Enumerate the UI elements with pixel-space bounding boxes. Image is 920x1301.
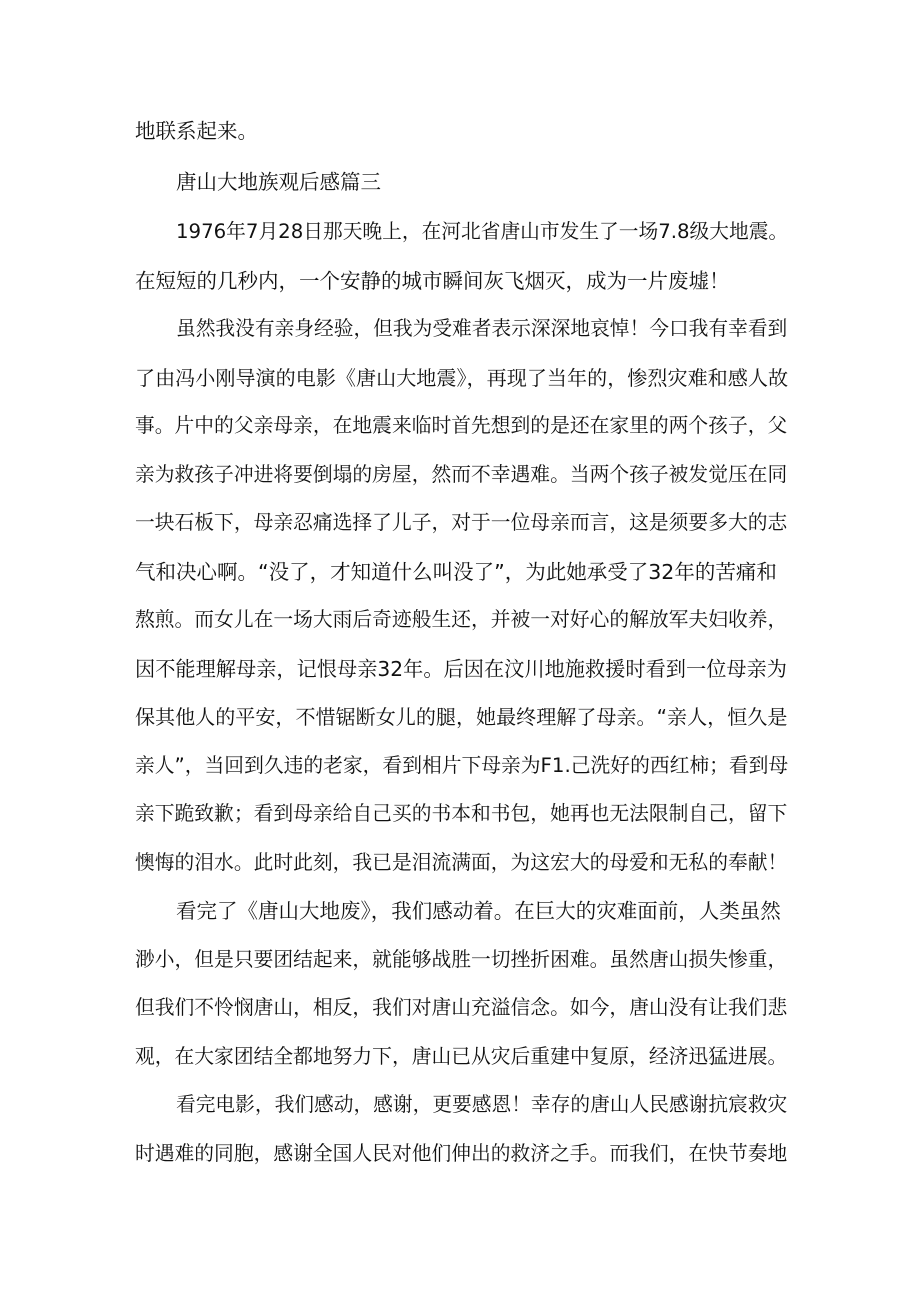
text-line-3: 1976年7月28日那天晚上，在河北省唐山市发生了一场7.8级大地震。 (176, 220, 789, 243)
section-heading: 唐山大地族观后感篇三 (176, 170, 381, 194)
text-line-22: 时遇难的同胞，感谢全国人民对他们伸出的救济之手。而我们，在快节奏地 (135, 1142, 788, 1165)
text-line-20: 观，在大家团结全都地努力下，唐山已从灾后重建中复原，经济迅猛进展。 (135, 1045, 788, 1068)
text-line-21: 看完电影，我们感动，感谢，更要感恩！幸存的唐山人民感谢抗宸救灾 (176, 1093, 788, 1116)
text-line-9: 一块石板下，母亲忍痛选择了儿子，对于一位母亲而言，这是须要多大的志 (135, 511, 788, 534)
text-line-7: 事。片中的父亲母亲，在地震来临时首先想到的是还在家里的两个孩子，父 (135, 414, 788, 437)
text-line-16: 懊悔的泪水。此时此刻，我已是泪流满面，为这宏大的母爱和无私的奉献！ (135, 851, 788, 874)
text-line-1: 地联系起来。 (135, 119, 258, 143)
text-line-5: 虽然我没有亲身经验，但我为受难者表示深深地哀悼！今口我有幸看到 (176, 317, 788, 340)
text-line-19: 但我们不怜悯唐山，相反，我们对唐山充溢信念。如今，唐山没有让我们悲 (135, 996, 788, 1019)
text-line-13: 保其他人的平安，不惜锯断女儿的腿，她最终理解了母亲。“亲人，恒久是 (135, 705, 788, 729)
text-line-15: 亲下跪致歉；看到母亲给自己买的书本和书包，她再也无法限制自己，留下 (135, 802, 788, 825)
text-line-11: 熬煎。而女儿在一场大雨后奇迹般生还，并被一对好心的解放军夫妇收养， (135, 608, 788, 631)
text-line-4: 在短短的几秒内，一个安静的城市瞬间灰飞烟灭，成为一片废墟！ (135, 269, 730, 293)
text-line-6: 了由冯小刚导演的电影《唐山大地震》，再现了当年的，惨烈灾难和感人故 (135, 366, 789, 390)
text-line-12: 因不能理解母亲，记恨母亲32年。后因在汶川地施救援时看到一位母亲为 (135, 657, 788, 681)
text-line-14: 亲人”，当回到久违的老家，看到相片下母亲为F1.己洗好的西红柿；看到母 (135, 754, 789, 777)
text-line-10: 气和决心啊。“没了，才知道什么叫没了”，为此她承受了32年的苦痛和 (135, 560, 777, 584)
text-line-17: 看完了《唐山大地废》，我们感动着。在巨大的灾难面前，人类虽然 (176, 899, 781, 923)
text-line-8: 亲为救孩子冲进将要倒塌的房屋，然而不幸遇难。当两个孩子被发觉压在同 (135, 463, 788, 486)
text-line-18: 渺小，但是只要团结起来，就能够战胜一切挫折困难。虽然唐山损失惨重， (135, 948, 788, 971)
